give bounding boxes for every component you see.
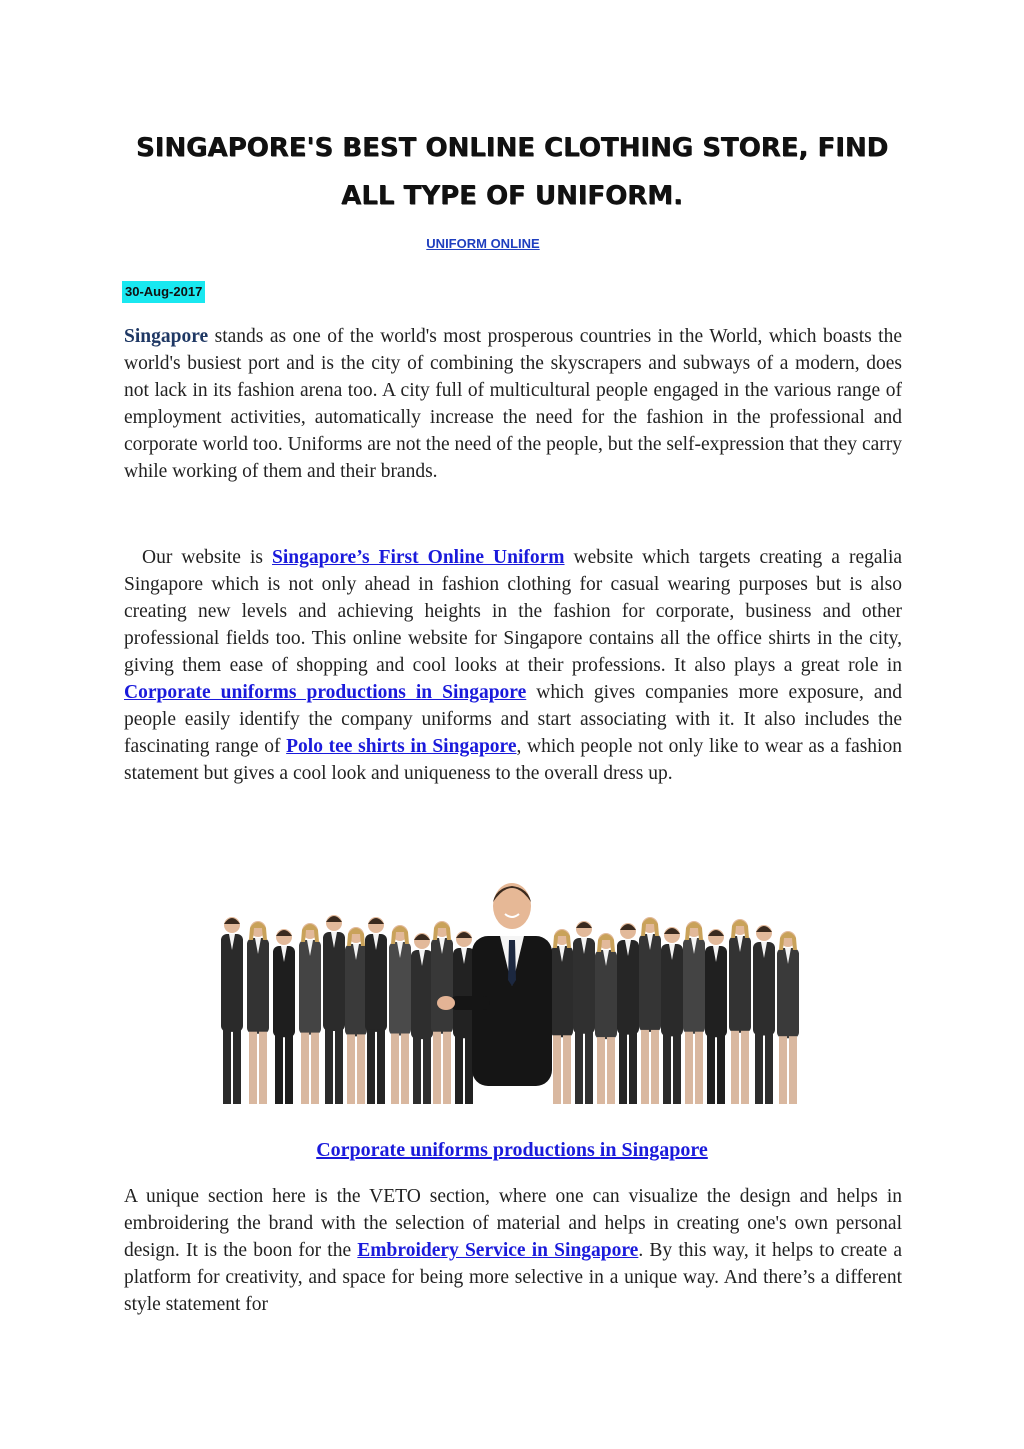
page-title bbox=[120, 124, 904, 220]
website-text-3: which gives companies more exposure, and people easily identify the company uniforms and start associating with it. It also includes the fascinating range of bbox=[124, 682, 902, 757]
person-leg bbox=[223, 1030, 231, 1104]
person-hair bbox=[456, 932, 472, 938]
person-leg bbox=[575, 1032, 583, 1104]
veto-paragraph bbox=[124, 1183, 902, 1318]
business-team-photo bbox=[214, 876, 810, 1104]
person-leg bbox=[607, 1037, 615, 1104]
person-leg bbox=[259, 1032, 267, 1104]
person-leg bbox=[619, 1033, 627, 1104]
person-hair bbox=[708, 930, 724, 936]
lead-man-head bbox=[493, 883, 531, 929]
person-leg bbox=[597, 1037, 605, 1104]
person-leg bbox=[695, 1032, 703, 1104]
person-leg bbox=[629, 1033, 637, 1104]
uniform-online-link[interactable]: UNIFORM ONLINE bbox=[426, 236, 540, 251]
corporate-uniforms-link[interactable]: Corporate uniforms productions in Singapore bbox=[124, 682, 527, 703]
person-leg bbox=[673, 1034, 681, 1104]
website-text-2: website which targets creating a regalia Singapore which is not only ahead in fashion clothing for casual wearing purposes but is also creating new levels and achieving heights in the fashion for corporate, business and other professional fields too. This online website for Singapore contains all the office shirts in the city, giving them ease of shopping and cool looks at their professions. It also plays a great role in bbox=[124, 547, 903, 676]
person-leg bbox=[585, 1032, 593, 1104]
person-leg bbox=[311, 1033, 319, 1104]
person-leg bbox=[707, 1035, 715, 1104]
person-leg bbox=[443, 1032, 451, 1104]
person-leg bbox=[651, 1030, 659, 1104]
lead-man-tie bbox=[508, 940, 516, 986]
person-leg bbox=[391, 1034, 399, 1105]
person-leg bbox=[717, 1035, 725, 1104]
person-leg bbox=[367, 1030, 375, 1104]
person-hair bbox=[368, 918, 384, 924]
lead-man-hand bbox=[437, 996, 455, 1010]
person-leg bbox=[357, 1034, 365, 1104]
person-leg bbox=[233, 1030, 241, 1104]
person-leg bbox=[553, 1035, 561, 1104]
first-online-uniform-link[interactable]: Singapore’s First Online Uniform bbox=[272, 547, 565, 568]
person-hair bbox=[414, 934, 430, 940]
person-leg bbox=[779, 1036, 787, 1104]
person-hair bbox=[326, 916, 342, 922]
person-leg bbox=[663, 1034, 671, 1104]
person-leg bbox=[641, 1030, 649, 1104]
person-leg bbox=[789, 1036, 797, 1104]
person-leg bbox=[423, 1037, 431, 1104]
person-leg bbox=[741, 1031, 749, 1104]
person-leg bbox=[325, 1029, 333, 1104]
polo-tee-shirts-link[interactable]: Polo tee shirts in Singapore bbox=[286, 736, 517, 757]
person-leg bbox=[731, 1031, 739, 1104]
person-leg bbox=[765, 1034, 773, 1105]
website-text-4: , which people not only like to wear as a fashion statement but gives a cool look and uniqueness to the overall dress up. bbox=[124, 736, 902, 784]
date-badge: 30-Aug-2017 bbox=[122, 281, 205, 303]
person-leg bbox=[347, 1034, 355, 1104]
website-text-1: Our website is bbox=[142, 547, 273, 568]
lead-word: Singapore bbox=[124, 326, 209, 347]
person-hair bbox=[224, 918, 240, 924]
veto-text-2: . By this way, it helps to create a platform for creativity, and space for being more selective in a unique way. And there’s a different style statement for bbox=[124, 1240, 902, 1315]
title-line-2: ALL TYPE OF UNIFORM. bbox=[341, 181, 683, 211]
person-leg bbox=[465, 1036, 473, 1104]
person-hair bbox=[576, 922, 592, 928]
person-leg bbox=[563, 1035, 571, 1104]
person-hair bbox=[620, 924, 636, 930]
person-hair bbox=[664, 928, 680, 934]
embroidery-service-link[interactable]: Embroidery Service in Singapore bbox=[357, 1240, 639, 1261]
person-leg bbox=[685, 1032, 693, 1104]
person-leg bbox=[377, 1030, 385, 1104]
person-leg bbox=[455, 1036, 463, 1104]
person-leg bbox=[433, 1032, 441, 1104]
person-leg bbox=[413, 1037, 421, 1104]
person-leg bbox=[755, 1034, 763, 1105]
figure-caption-link[interactable]: Corporate uniforms productions in Singapore bbox=[316, 1139, 708, 1161]
intro-text: stands as one of the world's most prosperous countries in the World, which boasts the world's busiest port and is the city of combining the skyscrapers and subways of a modern, does not lack in its fashion arena too. A city full of multicultural people engaged in the various range of employment activities, automatically increase the need for the fashion in the professional and corporate world too. Uniforms are not the need of the people, but the self-expression that they carry while working of them and their brands. bbox=[124, 326, 902, 482]
person-leg bbox=[401, 1034, 409, 1105]
lead-man-arm bbox=[450, 996, 490, 1010]
intro-paragraph bbox=[124, 323, 902, 485]
person-leg bbox=[285, 1035, 293, 1104]
person-leg bbox=[249, 1032, 257, 1104]
person-hair bbox=[276, 930, 292, 936]
person-leg bbox=[301, 1033, 309, 1104]
title-line-1: SINGAPORE'S BEST ONLINE CLOTHING STORE, FIND bbox=[135, 133, 889, 163]
person-leg bbox=[275, 1035, 283, 1104]
veto-text-1: A unique section here is the VETO section, where one can visualize the design and helps in embroidering the brand with the selection of material and helps in creating one's own personal design. It is the boon for the bbox=[124, 1186, 902, 1261]
website-paragraph bbox=[124, 544, 902, 787]
person-hair bbox=[756, 926, 772, 932]
person-leg bbox=[335, 1029, 343, 1104]
